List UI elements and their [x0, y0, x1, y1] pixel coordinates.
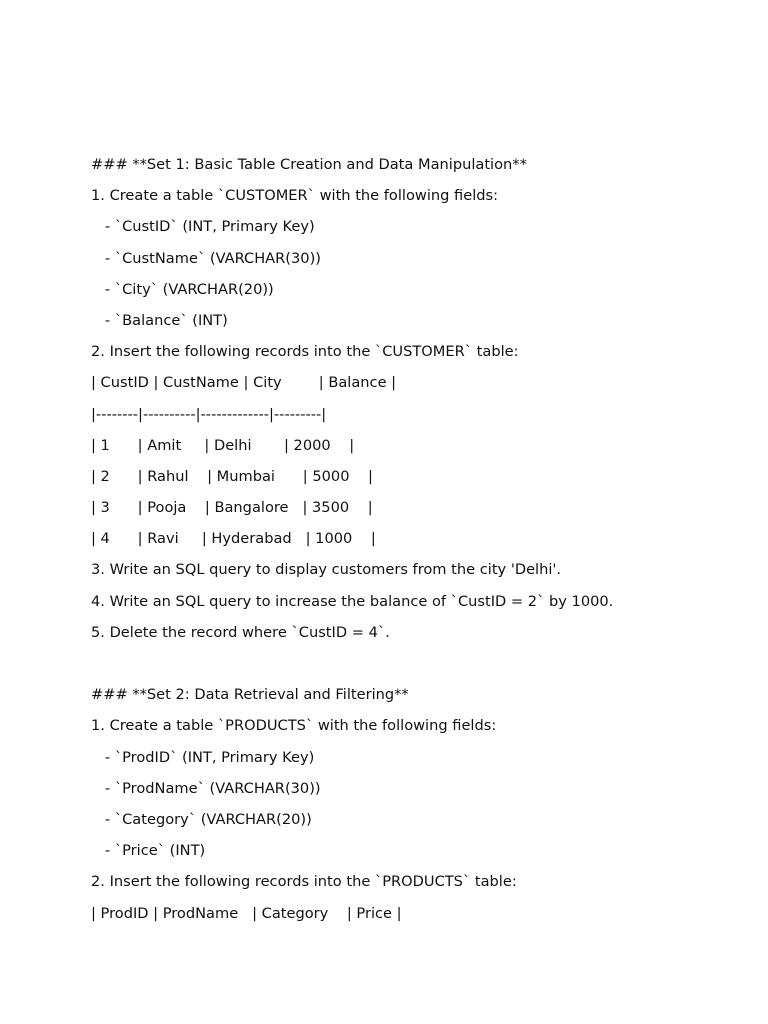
field-prodname: - `ProdName` (VARCHAR(30)) — [91, 779, 321, 797]
field-category: - `Category` (VARCHAR(20)) — [91, 810, 312, 828]
set1-step-4: 4. Write an SQL query to increase the balance of `CustID = 2` by 1000. — [91, 592, 614, 610]
field-custname: - `CustName` (VARCHAR(30)) — [91, 249, 321, 267]
customer-table-separator: |--------|----------|-------------|---------| — [91, 405, 327, 423]
document-body — [91, 154, 751, 934]
set1-step-3: 3. Write an SQL query to display customers from the city 'Delhi'. — [91, 561, 562, 579]
customer-table-row: | 3 | Pooja | Bangalore | 3500 | — [91, 499, 373, 517]
set1-heading: ### **Set 1: Basic Table Creation and Data Manipulation** — [91, 156, 527, 173]
field-custid: - `CustID` (INT, Primary Key) — [91, 218, 315, 236]
set1-step-5: 5. Delete the record where `CustID = 4`. — [91, 623, 390, 641]
set2-step-1: 1. Create a table `PRODUCTS` with the following fields: — [91, 717, 497, 735]
customer-table-row: | 4 | Ravi | Hyderabad | 1000 | — [91, 530, 376, 548]
field-balance: - `Balance` (INT) — [91, 311, 228, 329]
set1-step-1: 1. Create a table `CUSTOMER` with the following fields: — [91, 187, 499, 205]
blank-line — [91, 653, 751, 684]
customer-table-row: | 1 | Amit | Delhi | 2000 | — [91, 436, 355, 454]
set2-step-2: 2. Insert the following records into the `PRODUCTS` table: — [91, 873, 517, 891]
field-city: - `City` (VARCHAR(20)) — [91, 280, 274, 298]
set2-heading: ### **Set 2: Data Retrieval and Filtering** — [91, 686, 409, 704]
customer-table-header: | CustID | CustName | City | Balance | — [91, 374, 397, 392]
field-prodid: - `ProdID` (INT, Primary Key) — [91, 748, 315, 766]
field-price: - `Price` (INT) — [91, 842, 206, 860]
products-table-header: | ProdID | ProdName | Category | Price | — [91, 904, 402, 922]
customer-table-row: | 2 | Rahul | Mumbai | 5000 | — [91, 467, 373, 485]
set1-step-2: 2. Insert the following records into the `CUSTOMER` table: — [91, 343, 519, 361]
